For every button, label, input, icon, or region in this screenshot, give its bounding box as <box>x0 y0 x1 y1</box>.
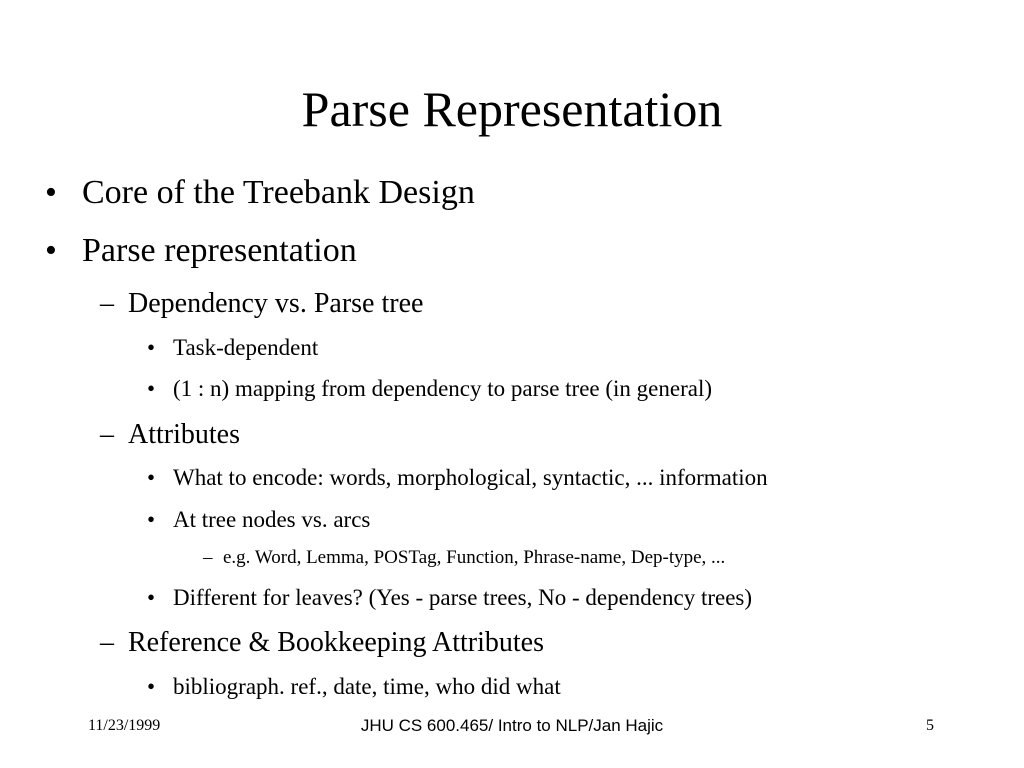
bullet-marker: • <box>147 507 156 532</box>
bullet-text: Parse representation <box>82 232 357 269</box>
bullet-item-level-4 <box>0 546 1024 570</box>
bullet-item-level-2 <box>0 626 1024 660</box>
bullet-marker: • <box>147 335 156 360</box>
dash-marker: – <box>203 547 213 568</box>
bullet-marker: • <box>147 585 156 610</box>
bullet-text: Core of the Treebank Design <box>82 174 475 211</box>
bullet-item-level-3 <box>0 584 1024 612</box>
bullet-text: Different for leaves? (Yes - parse trees, No - dependency trees) <box>173 585 753 610</box>
footer-course: JHU CS 600.465/ Intro to NLP/Jan Hajic <box>360 716 664 735</box>
bullet-marker: • <box>147 465 156 490</box>
bullet-item-level-3 <box>0 334 1024 362</box>
dash-marker: – <box>100 419 114 450</box>
bullet-text: Dependency vs. Parse tree <box>128 288 424 319</box>
bullet-marker: • <box>45 232 57 269</box>
bullet-item-level-3 <box>0 673 1024 701</box>
dash-marker: – <box>100 627 114 658</box>
bullet-text: Reference & Bookkeeping Attributes <box>128 627 544 658</box>
bullet-text: At tree nodes vs. arcs <box>173 507 371 532</box>
bullet-text: (1 : n) mapping from dependency to parse tree (in general) <box>173 376 713 401</box>
bullet-text: e.g. Word, Lemma, POSTag, Function, Phrase-name, Dep-type, ... <box>223 547 726 568</box>
bullet-item-level-2 <box>0 418 1024 452</box>
bullet-item-level-1 <box>0 231 1024 271</box>
dash-marker: – <box>100 288 114 319</box>
slide-title: Parse Representation <box>301 81 723 137</box>
bullet-item-level-2 <box>0 287 1024 321</box>
bullet-text: What to encode: words, morphological, syntactic, ... information <box>173 465 768 490</box>
bullet-marker: • <box>147 376 156 401</box>
bullet-marker: • <box>147 674 156 699</box>
bullet-text: Attributes <box>128 419 240 450</box>
bullet-text: bibliograph. ref., date, time, who did what <box>173 674 561 699</box>
bullet-item-level-3 <box>0 375 1024 403</box>
bullet-text: Task-dependent <box>173 335 319 360</box>
bullet-item-level-1 <box>0 173 1024 213</box>
bullet-marker: • <box>45 174 57 211</box>
footer-date: 11/23/1999 <box>88 717 161 734</box>
footer-page-number: 5 <box>926 717 934 734</box>
bullet-item-level-3 <box>0 506 1024 534</box>
bullet-item-level-3 <box>0 464 1024 492</box>
